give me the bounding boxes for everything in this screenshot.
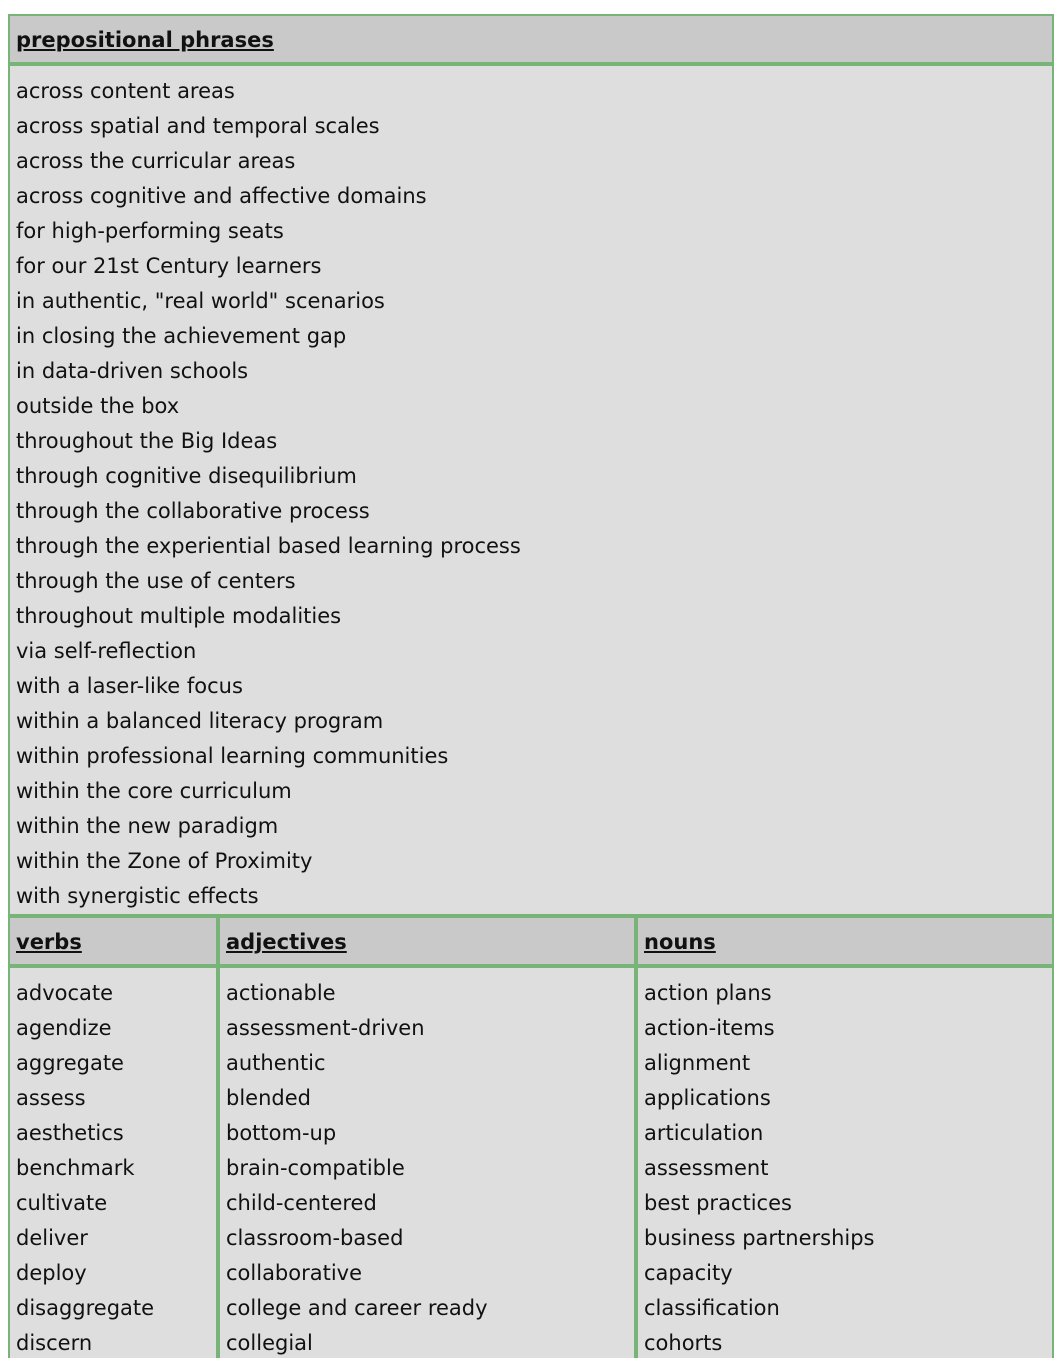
list-item: deliver [16, 1226, 88, 1250]
list-item: assess [16, 1086, 86, 1110]
list-item: within professional learning communities [16, 744, 449, 768]
list-item: actionable [226, 981, 336, 1005]
list-item: articulation [644, 1121, 764, 1145]
list-item: college and career ready [226, 1296, 488, 1320]
list-item: applications [644, 1086, 771, 1110]
list-item: across the curricular areas [16, 149, 296, 173]
word-table [8, 14, 1054, 1358]
list-item: for our 21st Century learners [16, 254, 322, 278]
list-item: deploy [16, 1261, 87, 1285]
list-item: collaborative [226, 1261, 363, 1285]
list-item: action-items [644, 1016, 775, 1040]
list-item: collegial [226, 1331, 313, 1355]
verbs-header: verbs [16, 930, 82, 954]
adjectives-list [226, 976, 488, 1358]
adjectives-header: adjectives [226, 930, 347, 954]
list-item: blended [226, 1086, 311, 1110]
list-item: brain-compatible [226, 1156, 405, 1180]
list-item: discern [16, 1331, 93, 1355]
list-item: within the new paradigm [16, 814, 279, 838]
list-item: aggregate [16, 1051, 124, 1075]
nouns-cell [636, 966, 1054, 1358]
list-item: classroom-based [226, 1226, 404, 1250]
adjectives-header-cell [218, 916, 636, 966]
prepositional-phrases-list [16, 74, 521, 914]
list-item: benchmark [16, 1156, 135, 1180]
list-item: cultivate [16, 1191, 108, 1215]
prepositional-phrases-cell [8, 64, 1054, 916]
list-item: assessment-driven [226, 1016, 425, 1040]
list-item: advocate [16, 981, 114, 1005]
list-item: for high-performing seats [16, 219, 284, 243]
list-item: across cognitive and affective domains [16, 184, 427, 208]
list-item: in data-driven schools [16, 359, 249, 383]
nouns-header-cell [636, 916, 1054, 966]
list-item: within the core curriculum [16, 779, 292, 803]
list-item: assessment [644, 1156, 769, 1180]
list-item: bottom-up [226, 1121, 337, 1145]
verbs-header-cell [8, 916, 218, 966]
list-item: within the Zone of Proximity [16, 849, 313, 873]
list-item: outside the box [16, 394, 180, 418]
list-item: through cognitive disequilibrium [16, 464, 357, 488]
adjectives-cell [218, 966, 636, 1358]
list-item: with synergistic effects [16, 884, 259, 908]
list-item: throughout multiple modalities [16, 604, 342, 628]
list-item: within a balanced literacy program [16, 709, 384, 733]
verbs-cell [8, 966, 218, 1358]
list-item: through the use of centers [16, 569, 296, 593]
list-item: best practices [644, 1191, 792, 1215]
list-item: classification [644, 1296, 780, 1320]
nouns-header: nouns [644, 930, 716, 954]
list-item: alignment [644, 1051, 751, 1075]
list-item: in authentic, "real world" scenarios [16, 289, 385, 313]
list-item: aesthetics [16, 1121, 124, 1145]
list-item: cohorts [644, 1331, 723, 1355]
verbs-list [16, 976, 154, 1358]
list-item: child-centered [226, 1191, 377, 1215]
list-item: capacity [644, 1261, 733, 1285]
list-item: through the experiential based learning process [16, 534, 521, 558]
list-item: authentic [226, 1051, 326, 1075]
nouns-list [644, 976, 875, 1358]
list-item: agendize [16, 1016, 112, 1040]
list-item: through the collaborative process [16, 499, 370, 523]
list-item: in closing the achievement gap [16, 324, 347, 348]
list-item: across content areas [16, 79, 235, 103]
list-item: disaggregate [16, 1296, 155, 1320]
list-item: throughout the Big Ideas [16, 429, 278, 453]
list-item: via self-reflection [16, 639, 197, 663]
list-item: with a laser-like focus [16, 674, 243, 698]
list-item: action plans [644, 981, 772, 1005]
list-item: across spatial and temporal scales [16, 114, 380, 138]
prepositional-phrases-header-cell [8, 14, 1054, 64]
prepositional-phrases-header: prepositional phrases [16, 28, 274, 52]
list-item: business partnerships [644, 1226, 875, 1250]
